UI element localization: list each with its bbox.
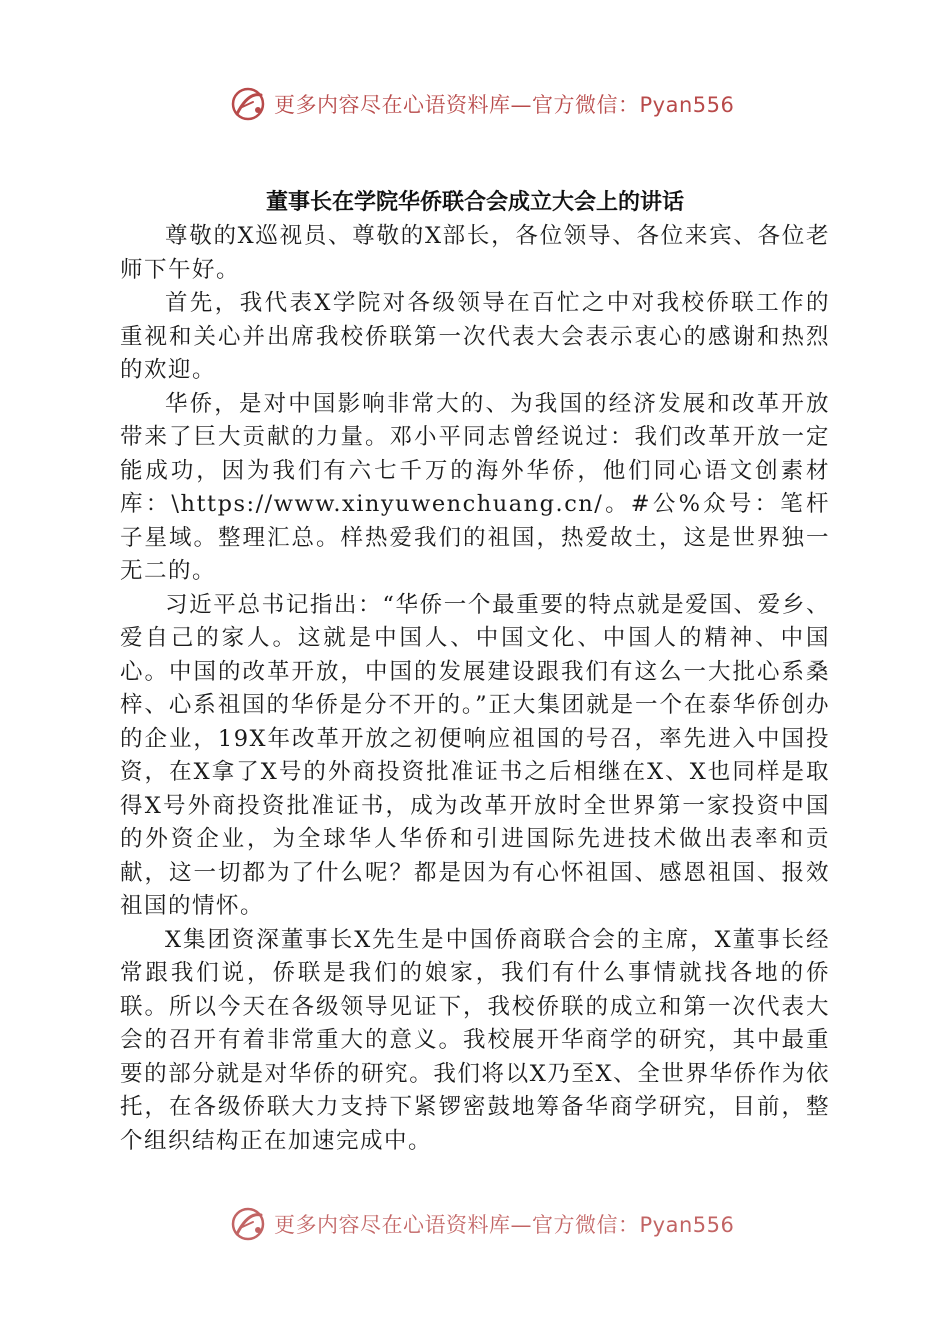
brand-logo-icon	[228, 1204, 268, 1244]
paragraph-thanks: 首先，我代表X学院对各级领导在百忙之中对我校侨联工作的重视和关心并出席我校侨联第一次代表大会表示衷心的感谢和热烈的欢迎。	[120, 290, 830, 383]
document-body	[120, 186, 830, 1158]
footer-watermark	[228, 1204, 734, 1244]
paragraph-group: X集团资深董事长X先生是中国侨商联合会的主席，X董事长经常跟我们说，侨联是我们的娘家，我们有什么事情就找各地的侨联。所以今天在各级领导见证下，我校侨联的成立和第一次代表大会的召开有着非常重大的意义。我校展开华商学的研究，其中最重要的部分就是对华侨的研究。我们将以X乃至X、全世界华侨作为依托，在各级侨联大力支持下紧锣密鼓地筹备华商学研究，目前，整个组织结构正在加速完成中。	[120, 926, 830, 1154]
document-title: 董事长在学院华侨联合会成立大会上的讲话	[265, 190, 684, 215]
brand-logo-icon	[228, 84, 268, 124]
paragraph-overseas-chinese: 华侨，是对中国影响非常大的、为我国的经济发展和改革开放带来了巨大贡献的力量。邓小平同志曾经说过：我们改革开放一定能成功，因为我们有六七千万的海外华侨，他们同心语文创素材库：\https://www.xinyuwenchuang.cn/。#公%众号：笔杆子星域。整理汇总。样热爱我们的祖国，热爱故土，这是世界独一无二的。	[120, 390, 830, 584]
watermark-text: 更多内容尽在心语资料库—官方微信：Pyan556	[274, 93, 735, 117]
paragraph-greeting: 尊敬的X巡视员、尊敬的X部长，各位领导、各位来宾、各位老师下午好。	[120, 223, 830, 283]
watermark-text: 更多内容尽在心语资料库—官方微信：Pyan556	[274, 1213, 735, 1237]
paragraph-quote: 习近平总书记指出：“华侨一个最重要的特点就是爱国、爱乡、爱自己的家人。这就是中国人、中国文化、中国人的精神、中国心。中国的改革开放，中国的发展建设跟我们有这么一大批心系桑梓、心系祖国的华侨是分不开的。”正大集团就是一个在泰华侨创办的企业，19X年改革开放之初便响应祖国的号召，率先进入中国投资，在X拿了X号的外商投资批准证书之后相继在X、X也同样是取得X号外商投资批准证书，成为改革开放时全世界第一家投资中国的外资企业，为全球华人华侨和引进国际先进技术做出表率和贡献，这一切都为了什么呢？都是因为有心怀祖国、感恩祖国、报效祖国的情怀。	[120, 591, 830, 919]
header-watermark	[228, 84, 734, 124]
